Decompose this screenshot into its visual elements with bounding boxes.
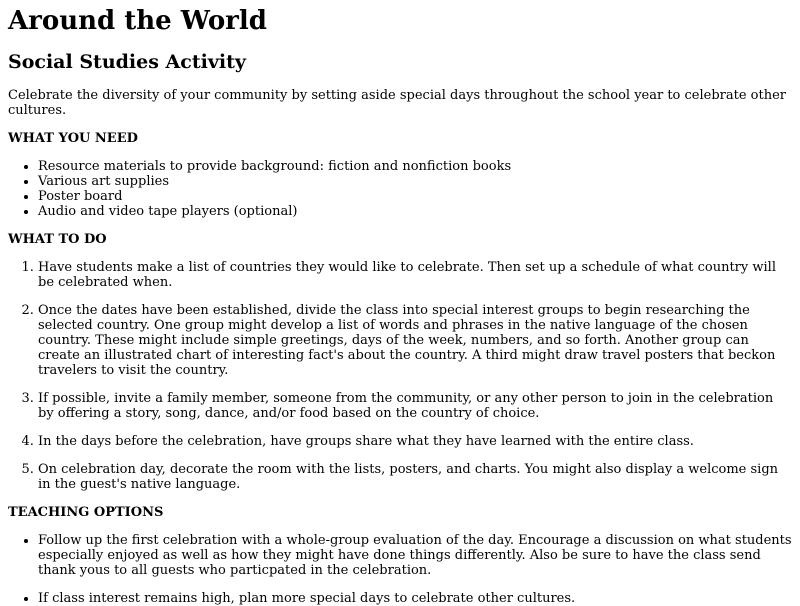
list-item: • Follow up the first celebration with a whole-group evaluation of the day. Encourage a discussion on what students especially enjoyed as well as how they might have done things differently. Also be sure to have the class send thank yous to all guests who particpated in the celebration.	[38, 533, 792, 578]
what-to-do-heading: WHAT TO DO	[8, 232, 107, 247]
step-item: 5. On celebration day, decorate the room with the lists, posters, and charts. You might also display a welcome sign in the guest's native language.	[38, 462, 792, 492]
intro-paragraph: Celebrate the diversity of your community by setting aside special days throughout the school year to celebrate other cultures.	[8, 88, 787, 118]
options-list	[8, 533, 792, 606]
steps-list	[8, 260, 792, 492]
what-you-need-heading: WHAT YOU NEED	[8, 131, 138, 146]
list-item: • Poster board	[38, 189, 792, 204]
step-item: 2. Once the dates have been established, divide the class into special interest groups to begin researching the selected country. One group might develop a list of words and phrases in the native language of the chosen country. These might include simple greetings, days of the week, numbers, and so forth. Another group can create an illustrated chart of interesting fact's about the country. A third might draw travel posters that beckon travelers to visit the country.	[38, 303, 792, 378]
document	[0, 6, 800, 606]
materials-list	[8, 159, 792, 219]
step-item: 1. Have students make a list of countries they would like to celebrate. Then set up a schedule of what country will be celebrated when.	[38, 260, 792, 290]
page-subtitle: Social Studies Activity	[8, 51, 246, 73]
list-item: • If class interest remains high, plan more special days to celebrate other cultures.	[38, 591, 792, 606]
list-item: • Audio and video tape players (optional)	[38, 204, 792, 219]
list-item: • Resource materials to provide background: fiction and nonfiction books	[38, 159, 792, 174]
page-title: Around the World	[8, 6, 267, 36]
list-item: • Various art supplies	[38, 174, 792, 189]
step-item: 3. If possible, invite a family member, someone from the community, or any other person to join in the celebration by offering a story, song, dance, and/or food based on the country of choice.	[38, 391, 792, 421]
teaching-options-heading: TEACHING OPTIONS	[8, 505, 164, 520]
step-item: 4. In the days before the celebration, have groups share what they have learned with the entire class.	[38, 434, 792, 449]
